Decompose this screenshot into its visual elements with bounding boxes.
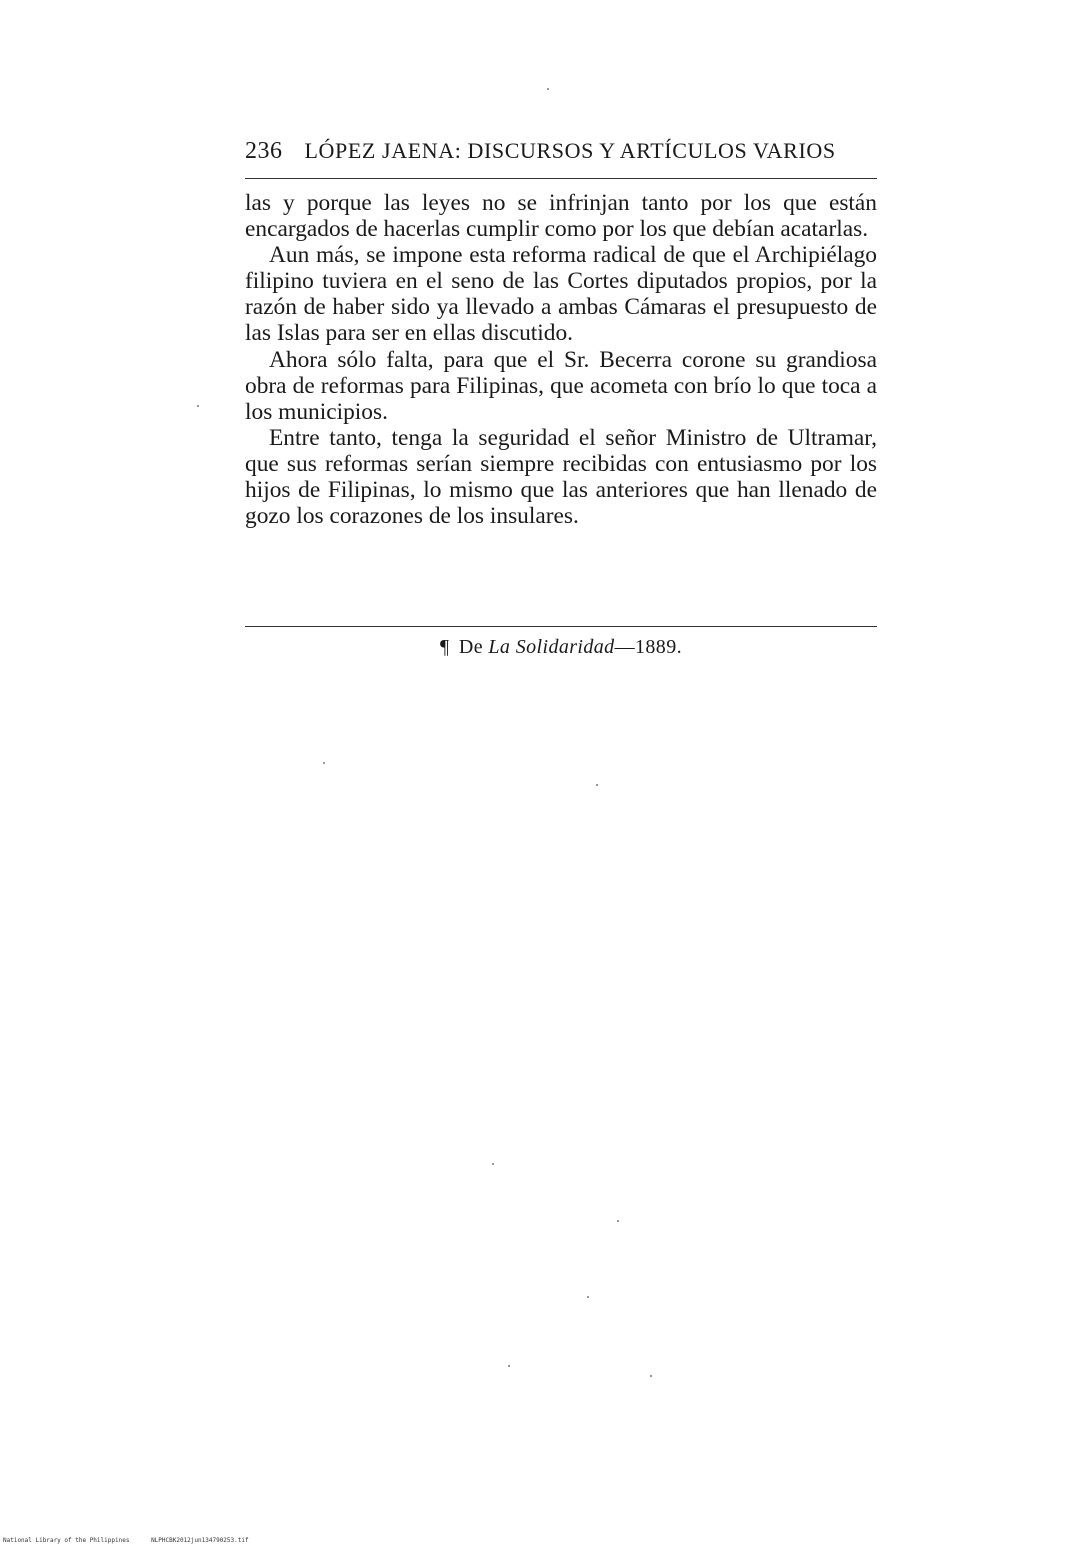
paragraph: Aun más, se impone esta reforma radical de que el Archipiélago filipino tuviera en el seno de las Cortes diputados propios, por la razón de haber sido ya llevado a ambas Cámaras el presupuesto de las Islas para ser en ellas discutido. bbox=[245, 242, 877, 347]
source-year: —1889. bbox=[614, 636, 682, 658]
scan-speck bbox=[587, 1296, 589, 1298]
scan-speck bbox=[547, 88, 549, 90]
scan-speck bbox=[492, 1163, 494, 1165]
scan-speck bbox=[323, 762, 325, 764]
scan-speck bbox=[617, 1220, 619, 1222]
source-citation bbox=[245, 636, 877, 659]
paragraph-continuation: las y porque las leyes no se infrinjan tanto por los que están encargados de hacerlas cumplir como por los que debían acatarlas. bbox=[245, 190, 877, 243]
publication-title: La Solidaridad bbox=[488, 636, 615, 658]
footer-scan-id: NLPHCBK2012jun134790253.tif bbox=[151, 1537, 249, 1544]
scan-speck bbox=[197, 405, 199, 407]
scan-footer bbox=[3, 1537, 267, 1544]
body-text bbox=[245, 190, 877, 529]
footer-library: National Library of the Philippines bbox=[3, 1537, 130, 1544]
end-rule bbox=[245, 626, 877, 627]
scan-speck bbox=[596, 784, 598, 786]
header-rule bbox=[245, 178, 877, 179]
paragraph: Ahora sólo falta, para que el Sr. Becerra corone su grandiosa obra de reformas para Filipinas, que acometa con brío lo que toca a los municipios. bbox=[245, 346, 877, 425]
pilcrow-icon: ¶ bbox=[440, 636, 450, 658]
scan-speck bbox=[650, 1375, 652, 1377]
scan-speck bbox=[508, 1365, 510, 1367]
page-number: 236 bbox=[245, 138, 283, 164]
page-header bbox=[245, 138, 877, 174]
paragraph: Entre tanto, tenga la seguridad el señor Ministro de Ultramar, que sus reformas serían siempre recibidas con entusiasmo por los hijos de Filipinas, lo mismo que las anteriores que han llenado de gozo los corazones de los insulares. bbox=[245, 424, 877, 530]
running-head: LÓPEZ JAENA: DISCURSOS Y ARTÍCULOS VARIOS bbox=[304, 138, 836, 163]
source-prefix: De bbox=[458, 636, 483, 658]
